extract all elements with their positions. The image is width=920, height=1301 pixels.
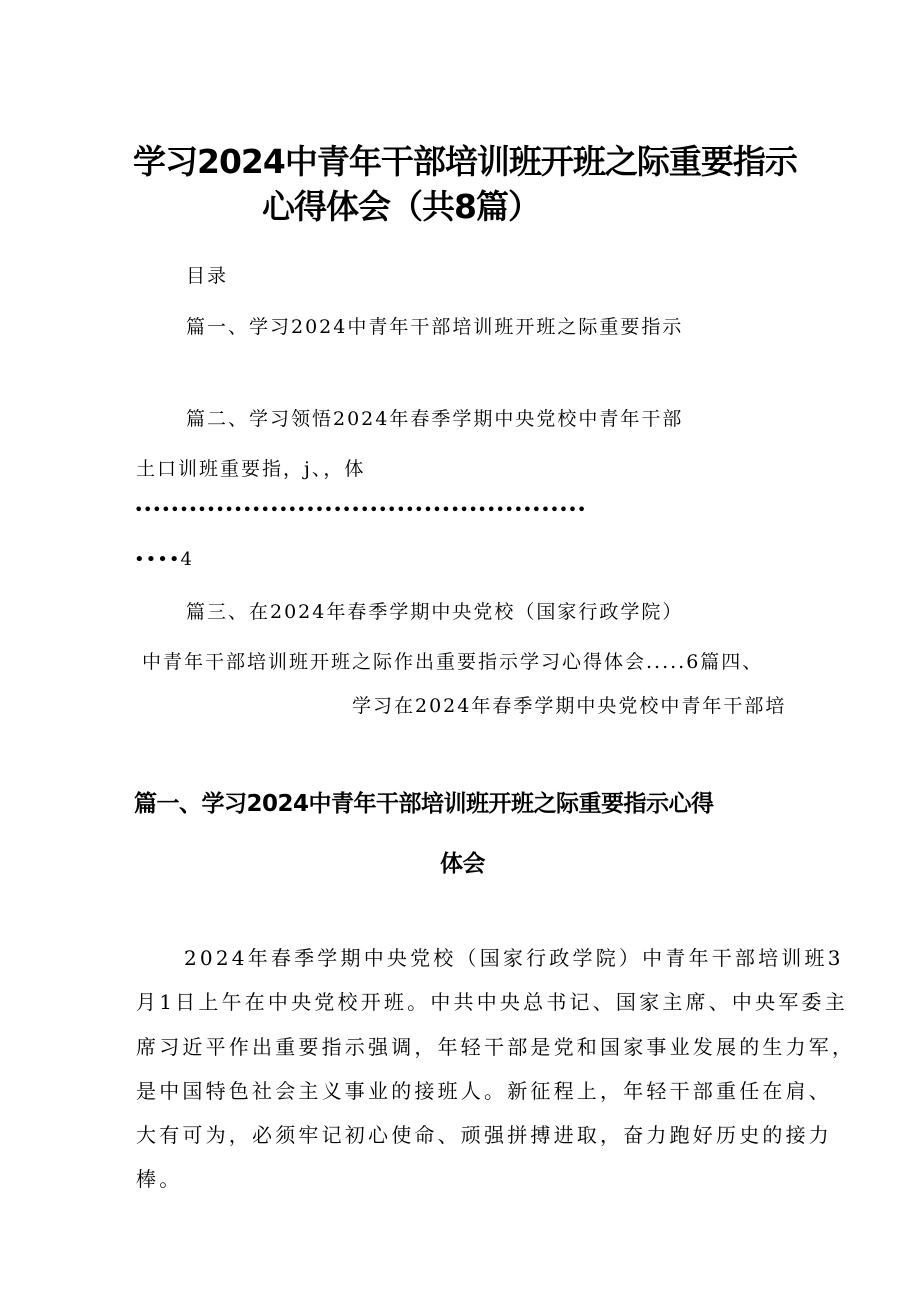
section-1-heading-line-2: 体会 — [440, 851, 485, 877]
document-title-line-1: 学习2024中青年干部培训班开班之际重要指示 — [133, 142, 797, 181]
section-1-heading-line-1: 篇一、学习2024中青年干部培训班开班之际重要指示心得 — [134, 791, 714, 817]
toc-entry-2-continued: 土口训班重要指，j、，体 — [136, 458, 366, 480]
toc-entry-1[interactable]: 篇一、学习2024中青年干部培训班开班之际重要指示 — [186, 316, 684, 338]
paragraph-line-3: 席习近平作出重要指示强调，年轻干部是党和国家事业发展的生力军， — [136, 1035, 856, 1059]
toc-entry-2[interactable]: 篇二、学习领悟2024年春季学期中央党校中青年干部 — [186, 408, 684, 430]
toc-entry-3[interactable]: 篇三、在2024年春季学期中央党校（国家行政学院） — [186, 601, 684, 623]
paragraph-line-6: 棒。 — [136, 1167, 183, 1191]
document-title-line-2: 心得体会（共8篇） — [262, 187, 540, 226]
toc-entry-3-continued: 中青年干部培训班开班之际作出重要指示学习心得体会.....6篇四、 — [142, 651, 764, 673]
paragraph-line-1: 2024年春季学期中央党校（国家行政学院）中青年干部培训班3 — [184, 946, 844, 970]
paragraph-line-2: 月1日上午在中央党校开班。中共中央总书记、国家主席、中央军委主 — [136, 990, 848, 1014]
toc-entry-4[interactable]: 学习在2024年春季学期中央党校中青年干部培 — [352, 695, 787, 717]
toc-heading: 目录 — [186, 265, 229, 287]
paragraph-line-5: 大有可为，必须牢记初心使命、顽强拼搏进取，奋力跑好历史的接力 — [136, 1123, 832, 1147]
paragraph-line-4: 是中国特色社会主义事业的接班人。新征程上，年轻干部重任在肩、 — [136, 1079, 832, 1103]
toc-leader-dots: •••••••••••••••••••••••••••••••••••••••••••••••••• — [134, 500, 586, 519]
toc-page-number: ••••4 — [134, 549, 193, 570]
